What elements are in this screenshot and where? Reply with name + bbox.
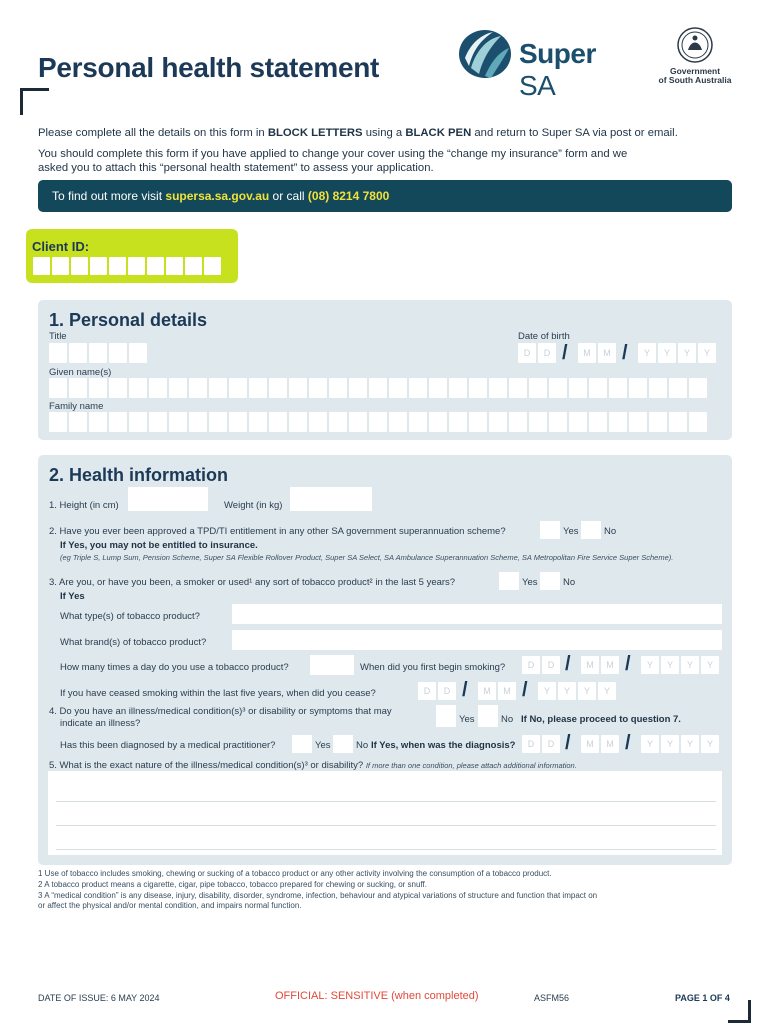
q3-no-checkbox[interactable] [540, 572, 560, 590]
q2-text: 2. Have you ever been approved a TPD/TI entitlement in any other SA government superannuation scheme? [49, 526, 506, 537]
super-sa-logo [457, 28, 632, 101]
q3-ceased-day-input[interactable]: D D [418, 682, 456, 700]
q3-times-label: How many times a day do you use a tobacco product? [60, 662, 289, 673]
personal-details-panel: 1. Personal details Title Date of birth D D / M M / Y Y Y Y Given name(s) Family name [38, 300, 732, 440]
footnote-2: 2 A tobacco product means a cigarette, cigar, pipe tobacco, tobacco prepared for chewing or sucking, or snuff. [38, 880, 427, 889]
phone-number[interactable]: (08) 8214 7800 [307, 189, 390, 203]
q3-types-input[interactable] [232, 604, 722, 624]
dob-label: Date of birth [518, 331, 570, 342]
dob-month-input[interactable]: M M [578, 343, 616, 363]
health-information-panel: 2. Health information 1. Height (in cm) Weight (in kg) 2. Have you ever been approved a TPD/TI entitlement in any other SA government superannuation scheme? Yes No If Yes, you may not be entitled to insurance. (eg Triple S, Lump Sum, Pension Scheme, Super SA Flexible Rollover Product, Super SA Select, SA Ambulance Superannuation Scheme, SA Metropolitan Fire Service Super Scheme). 3. Are you, or have you been, a smoker or used¹ any sort of tobacco product² in the last 5 years? Yes No If Yes What type(s) of tobacco product? What brand(s) of tobacco product? How many times a day do you use a tobacco product? When did you first begin smoking? D D / M M / Y Y Y Y If you have ceased smoking within the last five years, when did you cease? D D / M M / Y Y Y Y 4. Do you have an illness/medical condition(s)³ or disability or symptoms that may indicate an illness? Yes No If No, please proceed to question 7. Has this been diagnosed by a medical practitioner? Yes No If Yes, when was the diagnosis? D D / M M / Y Y Y Y 5. What is the exact nature of the illness/medical condition(s)³ or disability? If more than one condition, please attach additional information. [38, 455, 732, 865]
height-label: 1. Height (in cm) [49, 500, 119, 511]
corner-mark [20, 88, 49, 115]
intro-line2: You should complete this form if you have applied to change your cover using the “change my insurance” form and we [38, 148, 628, 160]
title-label: Title [49, 331, 67, 342]
dob-day-input[interactable]: D D [518, 343, 556, 363]
info-banner: To find out more visit supersa.sa.gov.au or call (08) 8214 7800 [38, 180, 732, 212]
weight-input[interactable] [290, 487, 372, 511]
q4-diag-day-input[interactable]: D D [522, 735, 560, 753]
q5-note: If more than one condition, please attach additional information. [365, 761, 577, 770]
q3-ceased-year-input[interactable]: Y Y Y Y [538, 682, 616, 700]
date-of-issue: DATE OF ISSUE: 6 MAY 2024 [38, 993, 160, 1003]
q3-begin-year-input[interactable]: Y Y Y Y [641, 656, 719, 674]
q3-begin-day-input[interactable]: D D [522, 656, 560, 674]
q5-answer-area[interactable] [48, 771, 722, 855]
q4-when-label: If Yes, when was the diagnosis? [371, 740, 516, 751]
answer-line [56, 801, 716, 802]
q3-ceased-label: If you have ceased smoking within the last five years, when did you cease? [60, 688, 376, 699]
corner-mark [728, 1000, 751, 1023]
height-input[interactable] [128, 487, 208, 511]
q3-times-input[interactable] [310, 655, 354, 675]
q4-diag-no-checkbox[interactable] [333, 735, 353, 753]
q4-yes-checkbox[interactable] [436, 705, 456, 727]
q3-brands-label: What brand(s) of tobacco product? [60, 637, 207, 648]
super-sa-emblem-icon [457, 28, 513, 80]
answer-line [56, 825, 716, 826]
q3-begin-label: When did you first begin smoking? [360, 662, 506, 673]
q4-no-checkbox[interactable] [478, 705, 498, 727]
given-name-input[interactable] [49, 378, 707, 398]
q4-text-line1: 4. Do you have an illness/medical condition(s)³ or disability or symptoms that may [49, 706, 392, 717]
q3-types-label: What type(s) of tobacco product? [60, 611, 200, 622]
section1-heading: 1. Personal details [49, 310, 208, 330]
title-input[interactable] [49, 343, 147, 363]
official-sensitive-label: OFFICIAL: SENSITIVE (when completed) [275, 990, 479, 1002]
q3-ifyes: If Yes [60, 591, 85, 602]
q4-diag-yes-checkbox[interactable] [292, 735, 312, 753]
q4-diagnosed-label: Has this been diagnosed by a medical practitioner? [60, 740, 276, 751]
client-id-box [26, 229, 238, 283]
website-link[interactable]: supersa.sa.gov.au [165, 189, 270, 203]
q3-text: 3. Are you, or have you been, a smoker or used¹ any sort of tobacco product² in the last 5 years? [49, 577, 456, 588]
footnote-3a: 3 A “medical condition” is any disease, injury, disability, disorder, syndrome, infection, behaviour and atypical variations of structure and function that impact on [38, 891, 598, 900]
q3-yes-checkbox[interactable] [499, 572, 519, 590]
client-id-label: Client ID: [32, 239, 90, 254]
q3-ceased-month-input[interactable]: M M [478, 682, 516, 700]
q2-warning: If Yes, you may not be entitled to insurance. [60, 540, 258, 551]
q4-instruction: If No, please proceed to question 7. [521, 714, 681, 725]
q4-diag-year-input[interactable]: Y Y Y Y [641, 735, 719, 753]
government-logo [655, 26, 735, 86]
q3-brands-input[interactable] [232, 630, 722, 650]
given-name-label: Given name(s) [49, 367, 112, 378]
q2-no-checkbox[interactable] [581, 521, 601, 539]
family-name-label: Family name [49, 401, 104, 412]
government-crest-icon [676, 26, 714, 64]
q2-note: (eg Triple S, Lump Sum, Pension Scheme, Super SA Flexible Rollover Product, Super SA Select, SA Ambulance Superannuation Scheme, SA Metropolitan Fire Service Super Scheme). [60, 553, 674, 562]
intro-line3: asked you to attach this “personal health statement” to assess your application. [38, 162, 434, 174]
q4-text-line2: indicate an illness? [60, 718, 141, 729]
dob-year-input[interactable]: Y Y Y Y [638, 343, 716, 363]
intro-line1: Please complete all the details on this form in BLOCK LETTERS using a BLACK PEN and return to Super SA via post or email. [38, 127, 678, 139]
family-name-input[interactable] [49, 412, 707, 432]
gov-line2: of South Australia [658, 75, 732, 85]
logo-word-light: SA [519, 70, 556, 101]
footnote-1: 1 Use of tobacco includes smoking, chewing or sucking of a tobacco product or any other activity involving the consumption of a tobacco product. [38, 869, 552, 878]
q3-begin-month-input[interactable]: M M [581, 656, 619, 674]
q5-text: 5. What is the exact nature of the illness/medical condition(s)³ or disability? If more than one condition, please attach additional information. [49, 760, 577, 771]
page-number: PAGE 1 OF 4 [675, 993, 730, 1003]
client-id-input[interactable] [33, 257, 221, 275]
logo-word-bold: Super [519, 38, 596, 69]
footnote-3b: or affect the physical and/or mental condition, and impairs normal function. [38, 901, 302, 910]
weight-label: Weight (in kg) [224, 500, 283, 511]
section2-heading: 2. Health information [49, 465, 229, 485]
answer-line [56, 849, 716, 850]
q4-diag-month-input[interactable]: M M [581, 735, 619, 753]
gov-line1: Government [669, 66, 721, 76]
q2-yes-checkbox[interactable] [540, 521, 560, 539]
page-title: Personal health statement [38, 52, 380, 83]
form-code: ASFM56 [534, 993, 570, 1003]
